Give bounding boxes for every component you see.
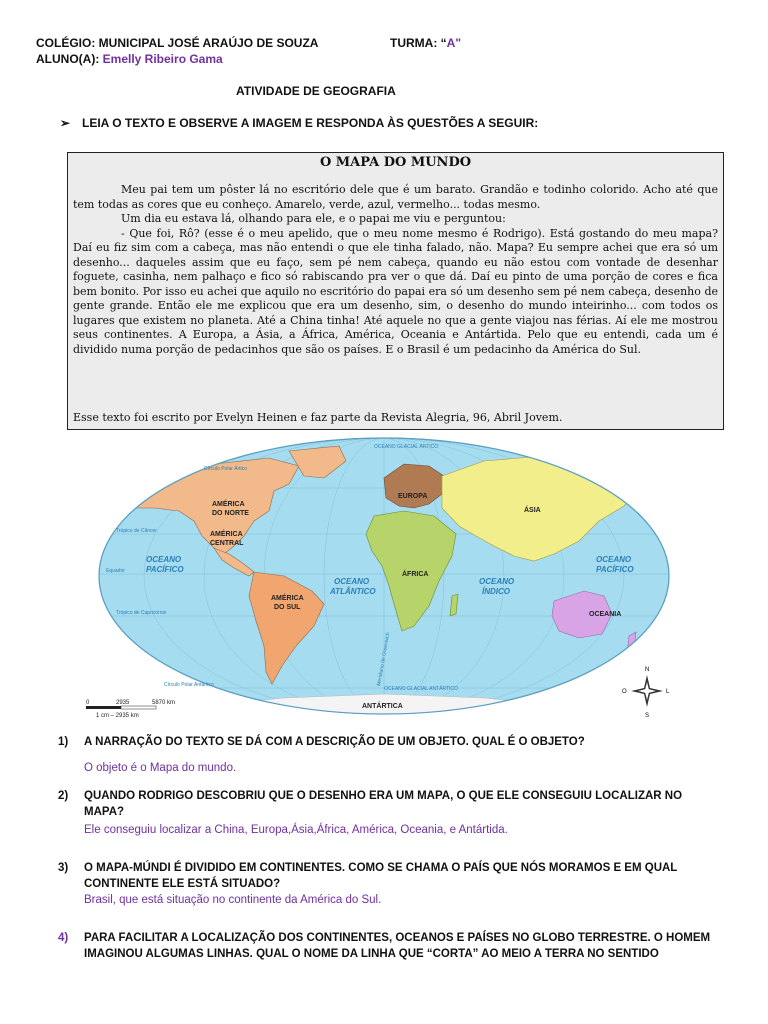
label-south-america: DO SUL bbox=[274, 604, 301, 611]
label-pacific-right: OCEANO bbox=[596, 555, 632, 564]
school-name: COLÉGIO: MUNICIPAL JOSÉ ARAÚJO DE SOUZA bbox=[36, 36, 319, 50]
label-arctic-ocean: OCEANO GLACIAL ÁRTICO bbox=[374, 444, 439, 450]
class-label: TURMA: “ bbox=[390, 36, 447, 50]
question-text: PARA FACILITAR A LOCALIZAÇÃO DOS CONTINENTES, OCEANOS E PAÍSES NO GLOBO TERRESTRE. O HOMEM IMAGINOU ALGUMAS LINHAS. QUAL O NOME DA LINHA QUE “CORTA” AO MEIO A TERRA NO SENTIDO bbox=[84, 932, 711, 960]
arrow-bullet-icon: ➢ bbox=[60, 116, 71, 130]
scale-bar bbox=[86, 700, 175, 719]
label-north-america: DO NORTE bbox=[212, 510, 249, 517]
compass-o: O bbox=[622, 689, 627, 695]
reading-paragraph: - Que foi, Rô? (esse é o meu apelido, que o meu nome mesmo é Rodrigo). Está gostando do meu mapa? Daí eu fiz sim com a cabeça, mas não entendi o que ele tinha falado, não. Mapa? Eu sempre achei que era só um desenho... daqueles assim que eu faço, sem pé nem cabeça, quando eu não estou com vontade de desenhar foguete, casinha, nem palhaço e fico só rabiscando pra ver o que dá. Daí eu pinto de uma porção de cores e fica bem bonito. Por isso eu achei que aquilo no escritório do papai era só um desenho sem pé nem cabeça, desenho de gente grande. Então ele me explicou que era um desenho, sim, o desenho do mundo inteirinho... com todos os lugares que existem no planeta. Até a China tinha! Até aquele no que a gente viajou nas férias. Aí ele me mostrou seus continentes. A Europa, a Ásia, a África, América, Oceania e Antártida. Pelo que eu entendi, cada um é dividido numa porção de pedacinhos que são os países. E o Brasil é um pedacinho da América do Sul. bbox=[73, 226, 718, 356]
answer-text: Brasil, que está situação no continente da América do Sul. bbox=[84, 894, 382, 906]
label-asia: ÁSIA bbox=[524, 507, 541, 514]
label-indian: ÍNDICO bbox=[482, 587, 510, 596]
label-pacific-left: OCEANO bbox=[146, 555, 182, 564]
reading-source: Esse texto foi escrito por Evelyn Heinen e faz parte da Revista Alegria, 96, Abril Jovem. bbox=[73, 411, 563, 424]
question-text: O MAPA-MÚNDI É DIVIDIDO EM CONTINENTES. COMO SE CHAMA O PAÍS QUE NÓS MORAMOS E EM QUAL CONTINENTE ELE ESTÁ SITUADO? bbox=[84, 862, 678, 890]
label-tropic-capricorn: Trópico de Capricórnio bbox=[116, 610, 167, 616]
reading-title: O MAPA DO MUNDO bbox=[319, 155, 472, 170]
class-value: A" bbox=[446, 36, 462, 50]
question-text: QUANDO RODRIGO DESCOBRIU QUE O DESENHO ERA UM MAPA, O QUE ELE CONSEGUIU LOCALIZAR NO MAPA? bbox=[84, 790, 683, 818]
instruction-text: LEIA O TEXTO E OBSERVE A IMAGEM E RESPONDA ÀS QUESTÕES A SEGUIR: bbox=[82, 116, 539, 130]
label-tropic-cancer: Trópico de Câncer bbox=[116, 528, 157, 534]
reading-paragraph: Meu pai tem um pôster lá no escritório dele que é um barato. Grandão e todinho colorido. Acho até que tem todas as cores que eu conheço. Amarelo, verde, azul, vermelho... todas mesmo. bbox=[73, 183, 718, 211]
world-map bbox=[84, 436, 684, 720]
label-central-america: CENTRAL bbox=[210, 540, 244, 547]
compass-rose-icon bbox=[622, 667, 670, 719]
reading-paragraph: Um dia eu estava lá, olhando para ele, e o papai me viu e perguntou: bbox=[121, 212, 506, 225]
scale-zero: 0 bbox=[86, 700, 90, 706]
label-equator: Equador bbox=[106, 568, 125, 574]
label-europe: EUROPA bbox=[398, 493, 428, 500]
answer-text: Ele conseguiu localizar a China, Europa,Ásia,África, América, Oceania, e Antártida. bbox=[84, 824, 508, 836]
compass-l: L bbox=[666, 689, 670, 695]
label-central-america: AMÉRICA bbox=[210, 531, 243, 538]
label-antarctic-circle: Círculo Polar Antártico bbox=[164, 682, 214, 688]
class-field bbox=[390, 36, 461, 50]
question-text: A NARRAÇÃO DO TEXTO SE DÁ COM A DESCRIÇÃO DE UM OBJETO. QUAL É O OBJETO? bbox=[84, 736, 585, 748]
label-oceania: OCEANIA bbox=[589, 611, 622, 618]
label-north-america: AMÉRICA bbox=[212, 501, 245, 508]
answer-text: O objeto é o Mapa do mundo. bbox=[84, 762, 237, 774]
question-number: 2) bbox=[58, 790, 69, 802]
compass-n: N bbox=[645, 667, 650, 673]
reading-text-box bbox=[67, 152, 724, 430]
label-indian: OCEANO bbox=[479, 577, 515, 586]
label-antarctic-ocean: OCEANO GLACIAL ANTÁRTICO bbox=[384, 686, 458, 692]
scale-mid: 2935 bbox=[116, 700, 130, 706]
student-name: Emelly Ribeiro Gama bbox=[102, 52, 223, 66]
scale-ratio: 1 cm – 2935 km bbox=[96, 713, 139, 719]
student-label: ALUNO(A): bbox=[36, 52, 103, 66]
question-number: 1) bbox=[58, 736, 69, 748]
label-pacific-right: PACÍFICO bbox=[596, 565, 634, 574]
label-greenwich: Meridiano de Greenwich bbox=[376, 631, 392, 687]
student-field bbox=[36, 52, 223, 66]
label-south-america: AMÉRICA bbox=[271, 595, 304, 602]
activity-title: ATIVIDADE DE GEOGRAFIA bbox=[236, 84, 396, 98]
instruction-line bbox=[60, 116, 538, 130]
label-arctic-circle: Círculo Polar Ártico bbox=[204, 466, 248, 472]
label-atlantic: OCEANO bbox=[334, 577, 370, 586]
label-atlantic: ATLÂNTICO bbox=[330, 587, 376, 596]
label-pacific-left: PACÍFICO bbox=[146, 565, 184, 574]
label-antarctica: ANTÁRTICA bbox=[362, 703, 403, 710]
question-number: 3) bbox=[58, 862, 69, 874]
reading-body bbox=[73, 183, 718, 357]
label-africa: ÁFRICA bbox=[402, 571, 429, 578]
question-number: 4) bbox=[58, 932, 69, 944]
compass-s: S bbox=[645, 713, 650, 719]
scale-end: 5870 km bbox=[152, 700, 176, 706]
